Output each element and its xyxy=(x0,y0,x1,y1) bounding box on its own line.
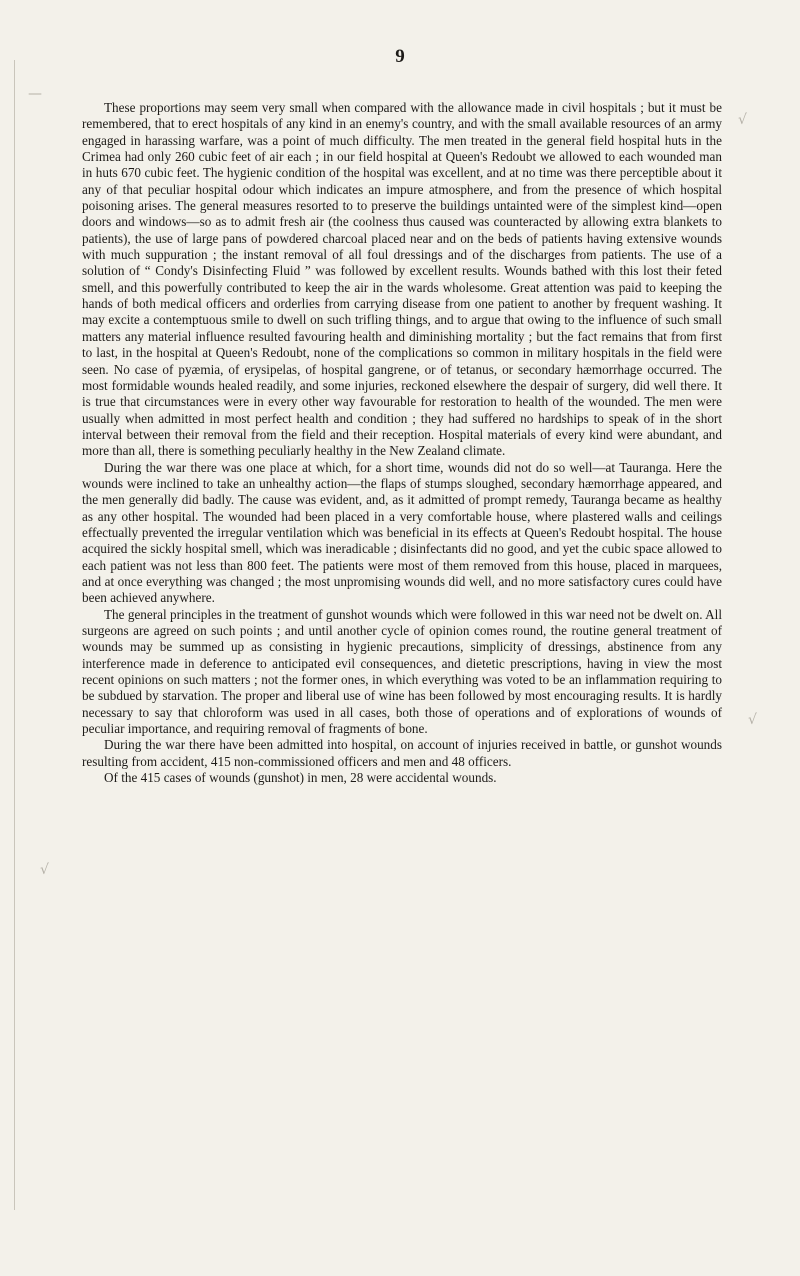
paragraph: The general principles in the treatment of gunshot wounds which were followed in this war need not be dwelt on. All surgeons are agreed on such points ; and until another cycle of opinion comes round, the routine general treatment of wounds may be summed up as consisting in hygienic precautions, simplicity of dressings, abstinence from any interference made in deference to anticipated evil consequences, and dietetic prescriptions, having in view the most recent opinions on such matters ; not the former ones, in which everything was voted to be an inflammation requiring to be subdued by starvation. The proper and liberal use of wine has been followed by most encouraging results. It is hardly necessary to say that chloroform was used in all cases, both those of operations and of explorations of wounds of peculiar importance, and requiring removal of fragments of bone. xyxy=(82,606,722,737)
paragraph: Of the 415 cases of wounds (gunshot) in men, 28 were accidental wounds. xyxy=(104,770,497,786)
margin-pencil-mark: √ xyxy=(40,862,49,878)
page-edge-line xyxy=(14,60,15,1210)
margin-pencil-mark: — xyxy=(28,86,42,102)
paragraph: During the war there have been admitted into hospital, on account of injuries received in battle, or gunshot wounds resulting from accident, 415 non-commissioned officers and men and 48 officers. xyxy=(82,737,722,769)
paragraph: During the war there was one place at which, for a short time, wounds did not do so well—at Tauranga. Here the wounds were inclined to take an unhealthy action—the flaps of stumps sloughed, secondary hæmorrhage appeared, and the men generally did badly. The cause was evident, and, as it admitted of prompt remedy, Tauranga became as healthy as any other hospital. The wounded had been placed in a very comfortable house, where plastered walls and ceilings effectually prevented the irregular ventilation which was beneficial in its effects at Queen's Redoubt hospital. The house acquired the sickly hospital smell, which was ineradicable ; disinfectants did no good, and yet the cubic space allowed to each patient was not less than 800 feet. The patients were most of them removed from this house, placed in marquees, and at once everything was changed ; the most unpromising wounds did well, and no more satisfactory cures could have been achieved anywhere. xyxy=(82,459,722,606)
page-number: 9 xyxy=(395,46,405,67)
paragraph: These proportions may seem very small when compared with the allowance made in civil hospitals ; but it must be remembered, that to erect hospitals of any kind in an enemy's country, and with the small available resources of an army engaged in harassing warfare, was a point of much difficulty. The men treated in the general field hospital huts in the Crimea had only 260 cubic feet of air each ; in our field hospital at Queen's Redoubt we allowed to each wounded man in huts 670 cubic feet. The hygienic condition of the hospital was excellent, and at no time was there perceptible about it any of that peculiar hospital odour which indicates an impure atmosphere, and from the presence of which hospital poisoning arises. The general measures resorted to to preserve the buildings untainted were of the simplest kind—open doors and windows—so as to admit fresh air (the coolness thus caused was counteracted by allowing extra blankets to patients), the use of large pans of powdered charcoal placed near and on the beds of patients having extensive wounds with much suppuration ; the instant removal of all foul dressings and of the discharges from patients. The use of a solution of “ Condy's Disinfecting Fluid ” was followed by excellent results. Wounds bathed with this lost their feted smell, and this powerfully contributed to keep the air in the wards wholesome. Great attention was paid to keeping the hands of both medical officers and orderlies from carrying disease from one patient to another by frequent washing. It may excite a contemptuous smile to dwell on such trifling things, and to argue that owing to the influence of such small matters any material influence resulted favouring health and diminishing mortality ; but the fact remains that from first to last, in the hospital at Queen's Redoubt, none of the complications so common in military hospitals in the field were seen. No case of pyæmia, of erysipelas, of hospital gangrene, or of tetanus, or secondary hæmorrhage occurred. The most formidable wounds healed readily, and some injuries, reckoned elsewhere the despair of surgery, did well there. It is true that circumstances were in every other way favourable for restoration to health of the wounded. The men were usually when admitted in most perfect health and condition ; they had suffered no hardships to speak of in the short interval between their removal from the field and their reception. Hospital materials of every kind were abundant, and more than all, there is something peculiarly healthy in the New Zealand climate. xyxy=(82,100,722,459)
margin-pencil-mark: √ xyxy=(738,112,747,128)
body-text xyxy=(82,100,722,786)
margin-pencil-mark: √ xyxy=(748,712,757,728)
